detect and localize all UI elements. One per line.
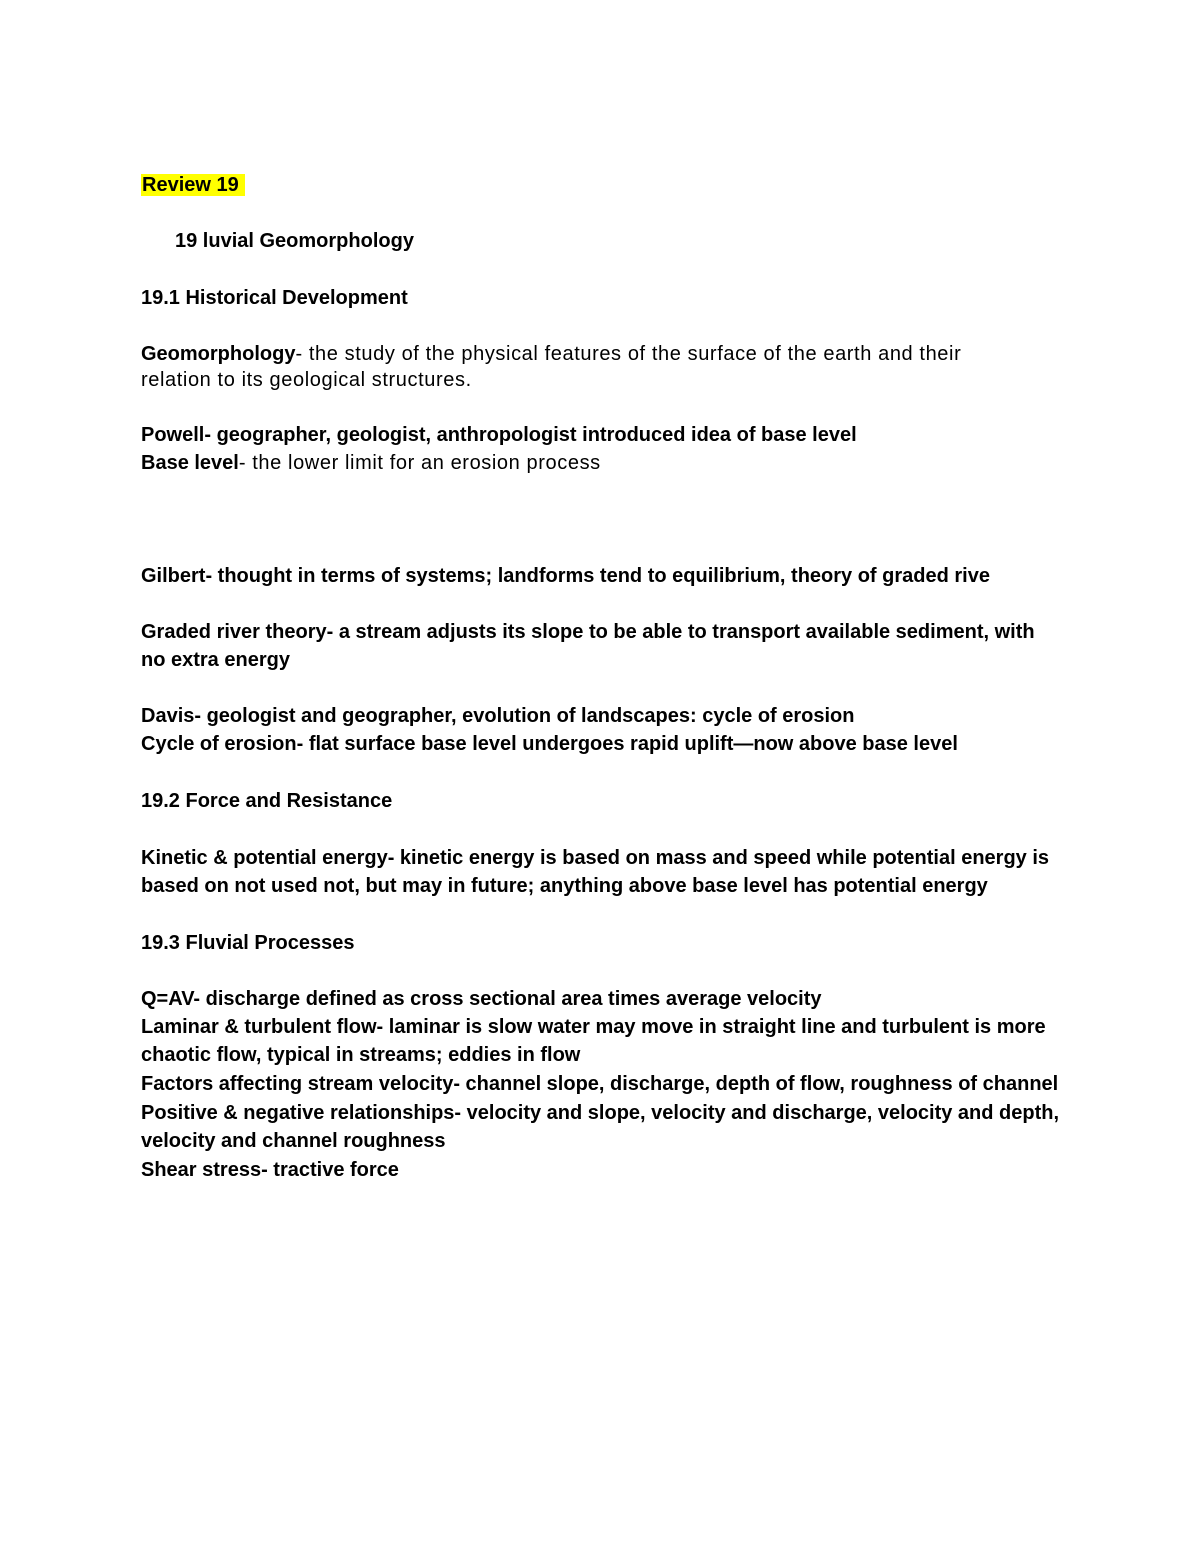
cycle-of-erosion-note: Cycle of erosion- flat surface base level undergoes rapid uplift—now above base level (141, 733, 958, 755)
base-level-term: Base level (141, 452, 239, 474)
energy-line-1: Kinetic & potential energy- kinetic energy is based on mass and speed while potential energy is (141, 847, 1050, 869)
relationships-line-1: Positive & negative relationships- velocity and slope, velocity and discharge, velocity and depth, (141, 1102, 1060, 1124)
graded-river-line-2: no extra energy (141, 649, 290, 671)
geomorphology-term: Geomorphology (141, 343, 296, 365)
davis-note: Davis- geologist and geographer, evolution of landscapes: cycle of erosion (141, 705, 855, 727)
velocity-factors-note: Factors affecting stream velocity- channel slope, discharge, depth of flow, roughness of channel (141, 1073, 1059, 1095)
geomorphology-definition-line-1 (141, 340, 961, 368)
geomorphology-definition-line-2: relation to its geological structures. (141, 369, 472, 391)
powell-note: Powell- geographer, geologist, anthropologist introduced idea of base level (141, 424, 857, 446)
relationships-line-2: velocity and channel roughness (141, 1130, 446, 1152)
energy-line-2: based on not used not, but may in future; anything above base level has potential energy (141, 875, 988, 897)
flow-line-2: chaotic flow, typical in streams; eddies in flow (141, 1044, 581, 1066)
section-heading-19-1: 19.1 Historical Development (141, 287, 408, 309)
chapter-title: 19 luvial Geomorphology (175, 230, 414, 252)
review-title-highlight: Review 19 (141, 174, 245, 196)
discharge-note: Q=AV- discharge defined as cross sectional area times average velocity (141, 988, 822, 1010)
flow-line-1: Laminar & turbulent flow- laminar is slow water may move in straight line and turbulent is more (141, 1016, 1046, 1038)
base-level-def: - the lower limit for an erosion process (238, 452, 601, 474)
shear-stress-note: Shear stress- tractive force (141, 1159, 399, 1181)
review-title (141, 171, 245, 199)
section-heading-19-3: 19.3 Fluvial Processes (141, 932, 355, 954)
section-heading-19-2: 19.2 Force and Resistance (141, 790, 393, 812)
geomorphology-definition: - the study of the physical features of the surface of the earth and their (295, 343, 962, 365)
graded-river-line-1: Graded river theory- a stream adjusts its slope to be able to transport available sediment, with (141, 621, 1035, 643)
base-level-definition (141, 449, 601, 477)
gilbert-note: Gilbert- thought in terms of systems; landforms tend to equilibrium, theory of graded rive (141, 565, 990, 587)
